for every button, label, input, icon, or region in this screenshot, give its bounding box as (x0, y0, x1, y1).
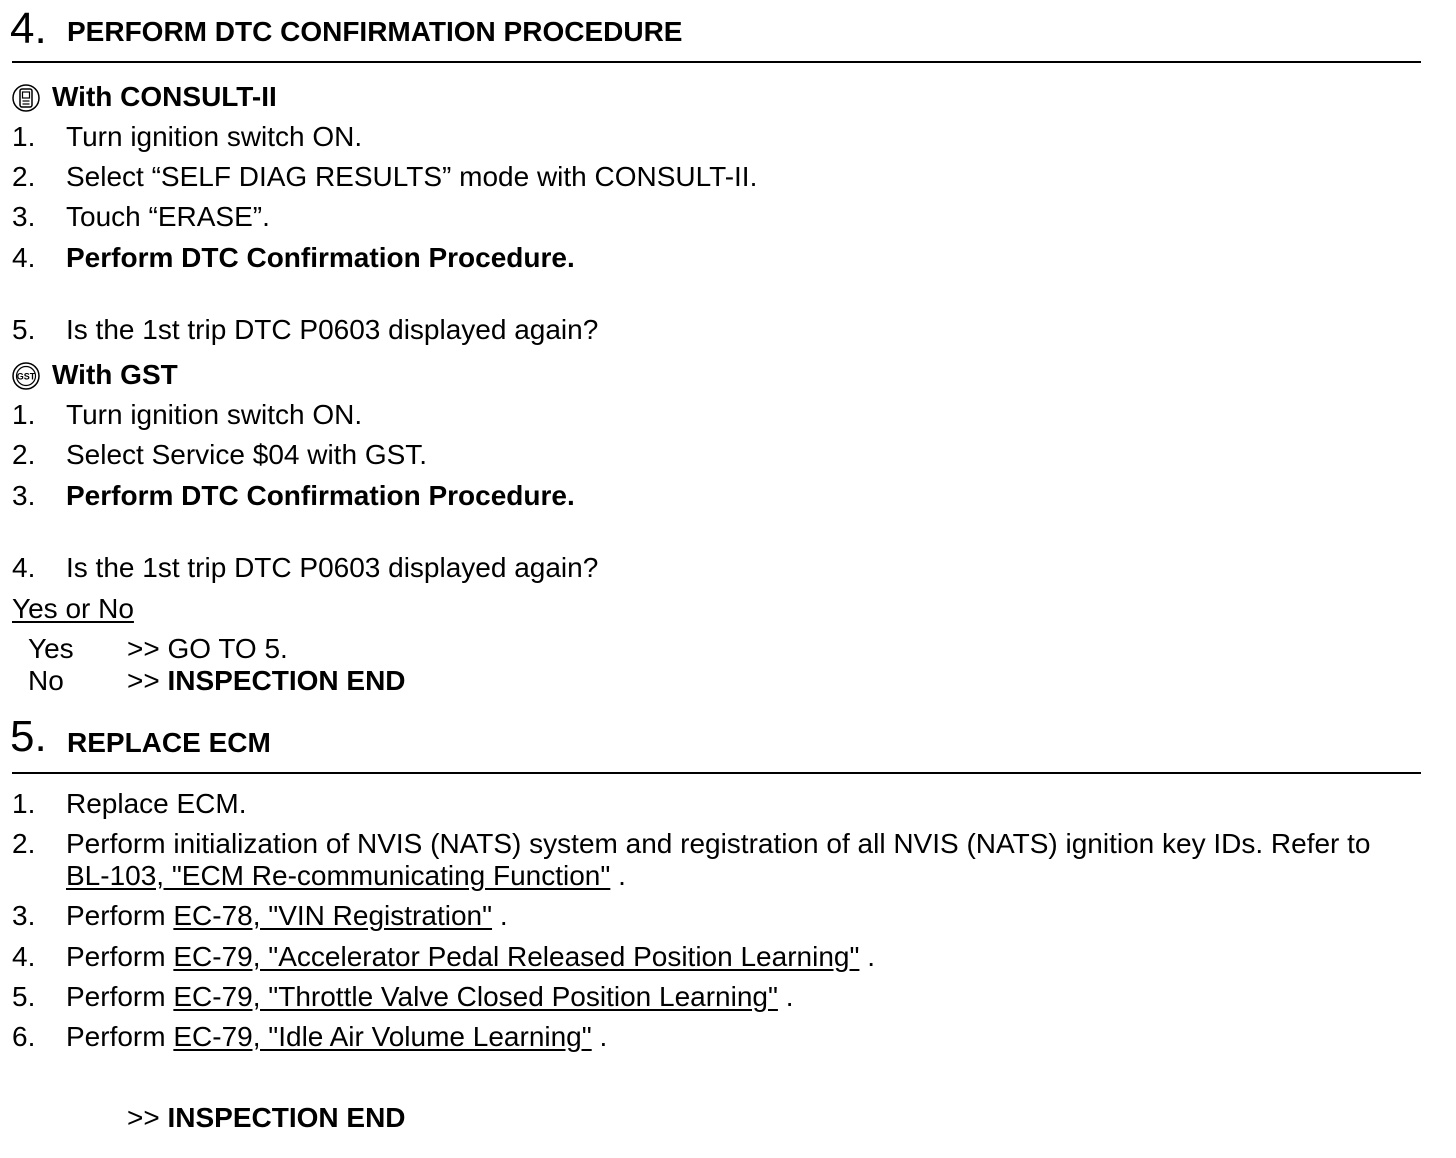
list-number: 2. (12, 828, 36, 859)
gst-icon (12, 362, 40, 390)
arrow-prefix: >> (127, 665, 160, 696)
ref-link-ec79-accel[interactable]: EC-79, "Accelerator Pedal Released Position Learning" (173, 941, 860, 972)
item-text: Perform (66, 981, 166, 1012)
ref-link-ec79-idle[interactable]: EC-79, "Idle Air Volume Learning" (173, 1021, 592, 1052)
no-label: No (28, 665, 64, 696)
no-result (127, 665, 406, 697)
yes-result: >> GO TO 5. (127, 633, 288, 664)
punctuation: . (785, 981, 794, 1012)
punctuation: . (599, 1021, 608, 1052)
list-item: Replace ECM. (66, 788, 247, 819)
list-item: Select “SELF DIAG RESULTS” mode with CONSULT-II. (66, 161, 758, 192)
inspection-end-label: INSPECTION END (167, 665, 406, 696)
list-item: Is the 1st trip DTC P0603 displayed again? (66, 552, 599, 583)
final-result (127, 1102, 406, 1134)
consult-heading: With CONSULT-II (52, 81, 277, 112)
list-number: 2. (12, 161, 36, 192)
list-number: 2. (12, 439, 36, 470)
list-item: Is the 1st trip DTC P0603 displayed again? (66, 314, 599, 345)
ref-link-ec78[interactable]: EC-78, "VIN Registration" (173, 900, 493, 931)
step-4-title: PERFORM DTC CONFIRMATION PROCEDURE (67, 16, 683, 47)
step-4-number: 4. (10, 4, 47, 53)
list-number: 4. (12, 941, 36, 972)
arrow-prefix: >> (127, 1102, 160, 1133)
list-number: 6. (12, 1021, 36, 1052)
svg-text:GST: GST (16, 371, 36, 382)
section-divider (12, 772, 1421, 774)
list-number: 3. (12, 900, 36, 931)
yes-label: Yes (28, 633, 74, 664)
list-number: 4. (12, 242, 36, 273)
item-text: Perform (66, 900, 166, 931)
list-number: 5. (12, 981, 36, 1012)
item-text: Perform (66, 941, 166, 972)
list-item: Turn ignition switch ON. (66, 399, 363, 430)
list-number: 4. (12, 552, 36, 583)
yes-or-no-heading: Yes or No (12, 593, 134, 624)
list-number: 1. (12, 788, 36, 819)
section-divider (12, 61, 1421, 63)
gst-heading: With GST (52, 359, 178, 390)
ref-link-bl103[interactable]: BL-103, "ECM Re-communicating Function" (66, 860, 611, 891)
list-item (66, 981, 793, 1013)
list-item (66, 941, 875, 973)
inspection-end-label: INSPECTION END (167, 1102, 406, 1133)
list-item: Select Service $04 with GST. (66, 439, 428, 470)
list-number: 5. (12, 314, 36, 345)
list-item-continuation (66, 860, 626, 892)
step-5-number: 5. (10, 712, 47, 761)
list-item: Touch “ERASE”. (66, 201, 270, 232)
list-item: Perform DTC Confirmation Procedure. (66, 480, 575, 511)
list-item (66, 1021, 607, 1053)
list-item (66, 900, 508, 932)
item-text: Perform (66, 1021, 166, 1052)
punctuation: . (618, 860, 626, 891)
list-number: 1. (12, 121, 36, 152)
list-item: Turn ignition switch ON. (66, 121, 363, 152)
punctuation: . (867, 941, 875, 972)
step-5-title: REPLACE ECM (67, 727, 271, 758)
list-number: 3. (12, 480, 36, 511)
list-item: Perform initialization of NVIS (NATS) system and registration of all NVIS (NATS) ignition key IDs. Refer to (66, 828, 1371, 859)
list-item: Perform DTC Confirmation Procedure. (66, 242, 575, 273)
list-number: 3. (12, 201, 36, 232)
list-number: 1. (12, 399, 36, 430)
consult-tool-icon (12, 84, 40, 112)
ref-link-ec79-throttle[interactable]: EC-79, "Throttle Valve Closed Position Learning" (173, 981, 778, 1012)
punctuation: . (499, 900, 508, 931)
